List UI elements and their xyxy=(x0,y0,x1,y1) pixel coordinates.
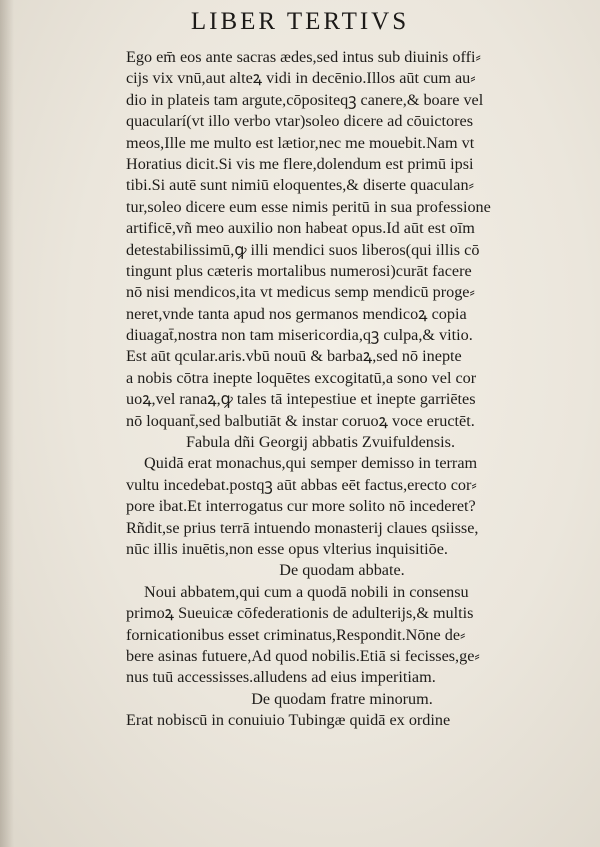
text-line: Quidā erat monachus,qui semper demisso in terram xyxy=(144,454,478,473)
text-line: dio in plateis tam argute,cōpositeqꝫ canere,& boare vel xyxy=(126,90,484,109)
text-line: Erat nobiscū in conuiuio Tubingæ quidā ex ordine xyxy=(126,711,451,730)
text-line: primoꝝ Sueuicæ cōfederationis de adulterijs,& multis xyxy=(126,604,474,623)
text-line: nūc illis inuētis,non esse opus vlterius inquisitiōe. xyxy=(126,539,448,558)
text-line: nō loquant̄,sed balbutiāt & instar coruoꝝ voce eructēt. xyxy=(126,411,475,430)
text-line: Est aūt qcular.aris.vbū nouū & barbaꝝ,sed nō inepte xyxy=(126,347,462,366)
text-line: a nobis cōtra inepte loquētes excogitatū,a sono vel cor xyxy=(126,368,477,387)
text-line: neret,vnde tanta apud nos germanos mendicoꝝ copia xyxy=(126,304,467,323)
text-line: uoꝝ,vel ranaꝝ,ꝙ tales tā intepestiue et inepte garriētes xyxy=(126,390,476,409)
text-line: Horatius dicit.Si vis me flere,dolendum est primū ipsi xyxy=(126,154,474,173)
text-line: Ego em̄ eos ante sacras ædes,sed intus sub diuinis offi⸗ xyxy=(126,48,481,66)
text-line: nus tuū accessisses.alludens ad eius imperitiam. xyxy=(126,668,436,687)
body-text xyxy=(126,47,578,732)
text-line: detestabilissimū,ꝙ illi mendici suos liberos(qui illis cō xyxy=(126,240,480,259)
text-line: diuagat̄,nostra non tam misericordia,qꝫ culpa,& vitio. xyxy=(126,326,473,345)
running-header: LIBER TERTIVS xyxy=(190,8,410,35)
text-line: bere asinas futuere,Ad quod nobilis.Etiā si fecisses,ge⸗ xyxy=(126,646,480,665)
section-heading: Fabula dñi Georgij abbatis Zvuifuldensis. xyxy=(186,433,456,452)
section-heading: De quodam abbate. xyxy=(279,561,405,580)
text-line: fornicationibus esset criminatus,Respondit.Nōne de⸗ xyxy=(126,625,466,644)
binding-shadow xyxy=(0,0,14,847)
text-line: nō nisi mendicos,ita vt medicus semp mendicū proge⸗ xyxy=(126,283,475,302)
text-line: vultu incedebat.postqꝫ aūt abbas eēt factus,erecto cor⸗ xyxy=(126,475,477,494)
text-line: tur,soleo dicere eum esse nimis peritū in sua professione xyxy=(126,197,491,216)
text-line: tingunt plus cæteris mortalibus numerosi)curāt facere xyxy=(126,261,472,280)
text-line: cijs vix vnū,aut alteꝝ vidi in decēnio.Illos aūt cum au⸗ xyxy=(126,69,476,88)
text-line: meos,Ille me multo est lætior,nec me mouebit.Nam vt xyxy=(126,133,475,152)
text-line: tibi.Si autē sunt nimiū eloquentes,& diserte quaculan⸗ xyxy=(126,176,474,195)
text-line: artificē,vñ meo auxilio non habeat opus.Id aūt est oīm xyxy=(126,219,475,238)
text-line: Noui abbatem,qui cum a quodā nobili in consensu xyxy=(144,582,469,601)
text-line: pore ibat.Et interrogatus cur more solito nō incederet? xyxy=(126,497,476,516)
section-heading: De quodam fratre minorum. xyxy=(251,689,433,708)
text-line: Rñdit,se prius terrā intuendo monasterij claues qsiisse, xyxy=(126,518,479,537)
text-line: quacularí(vt illo verbo vtar)soleo dicere ad cōuictores xyxy=(126,112,473,131)
